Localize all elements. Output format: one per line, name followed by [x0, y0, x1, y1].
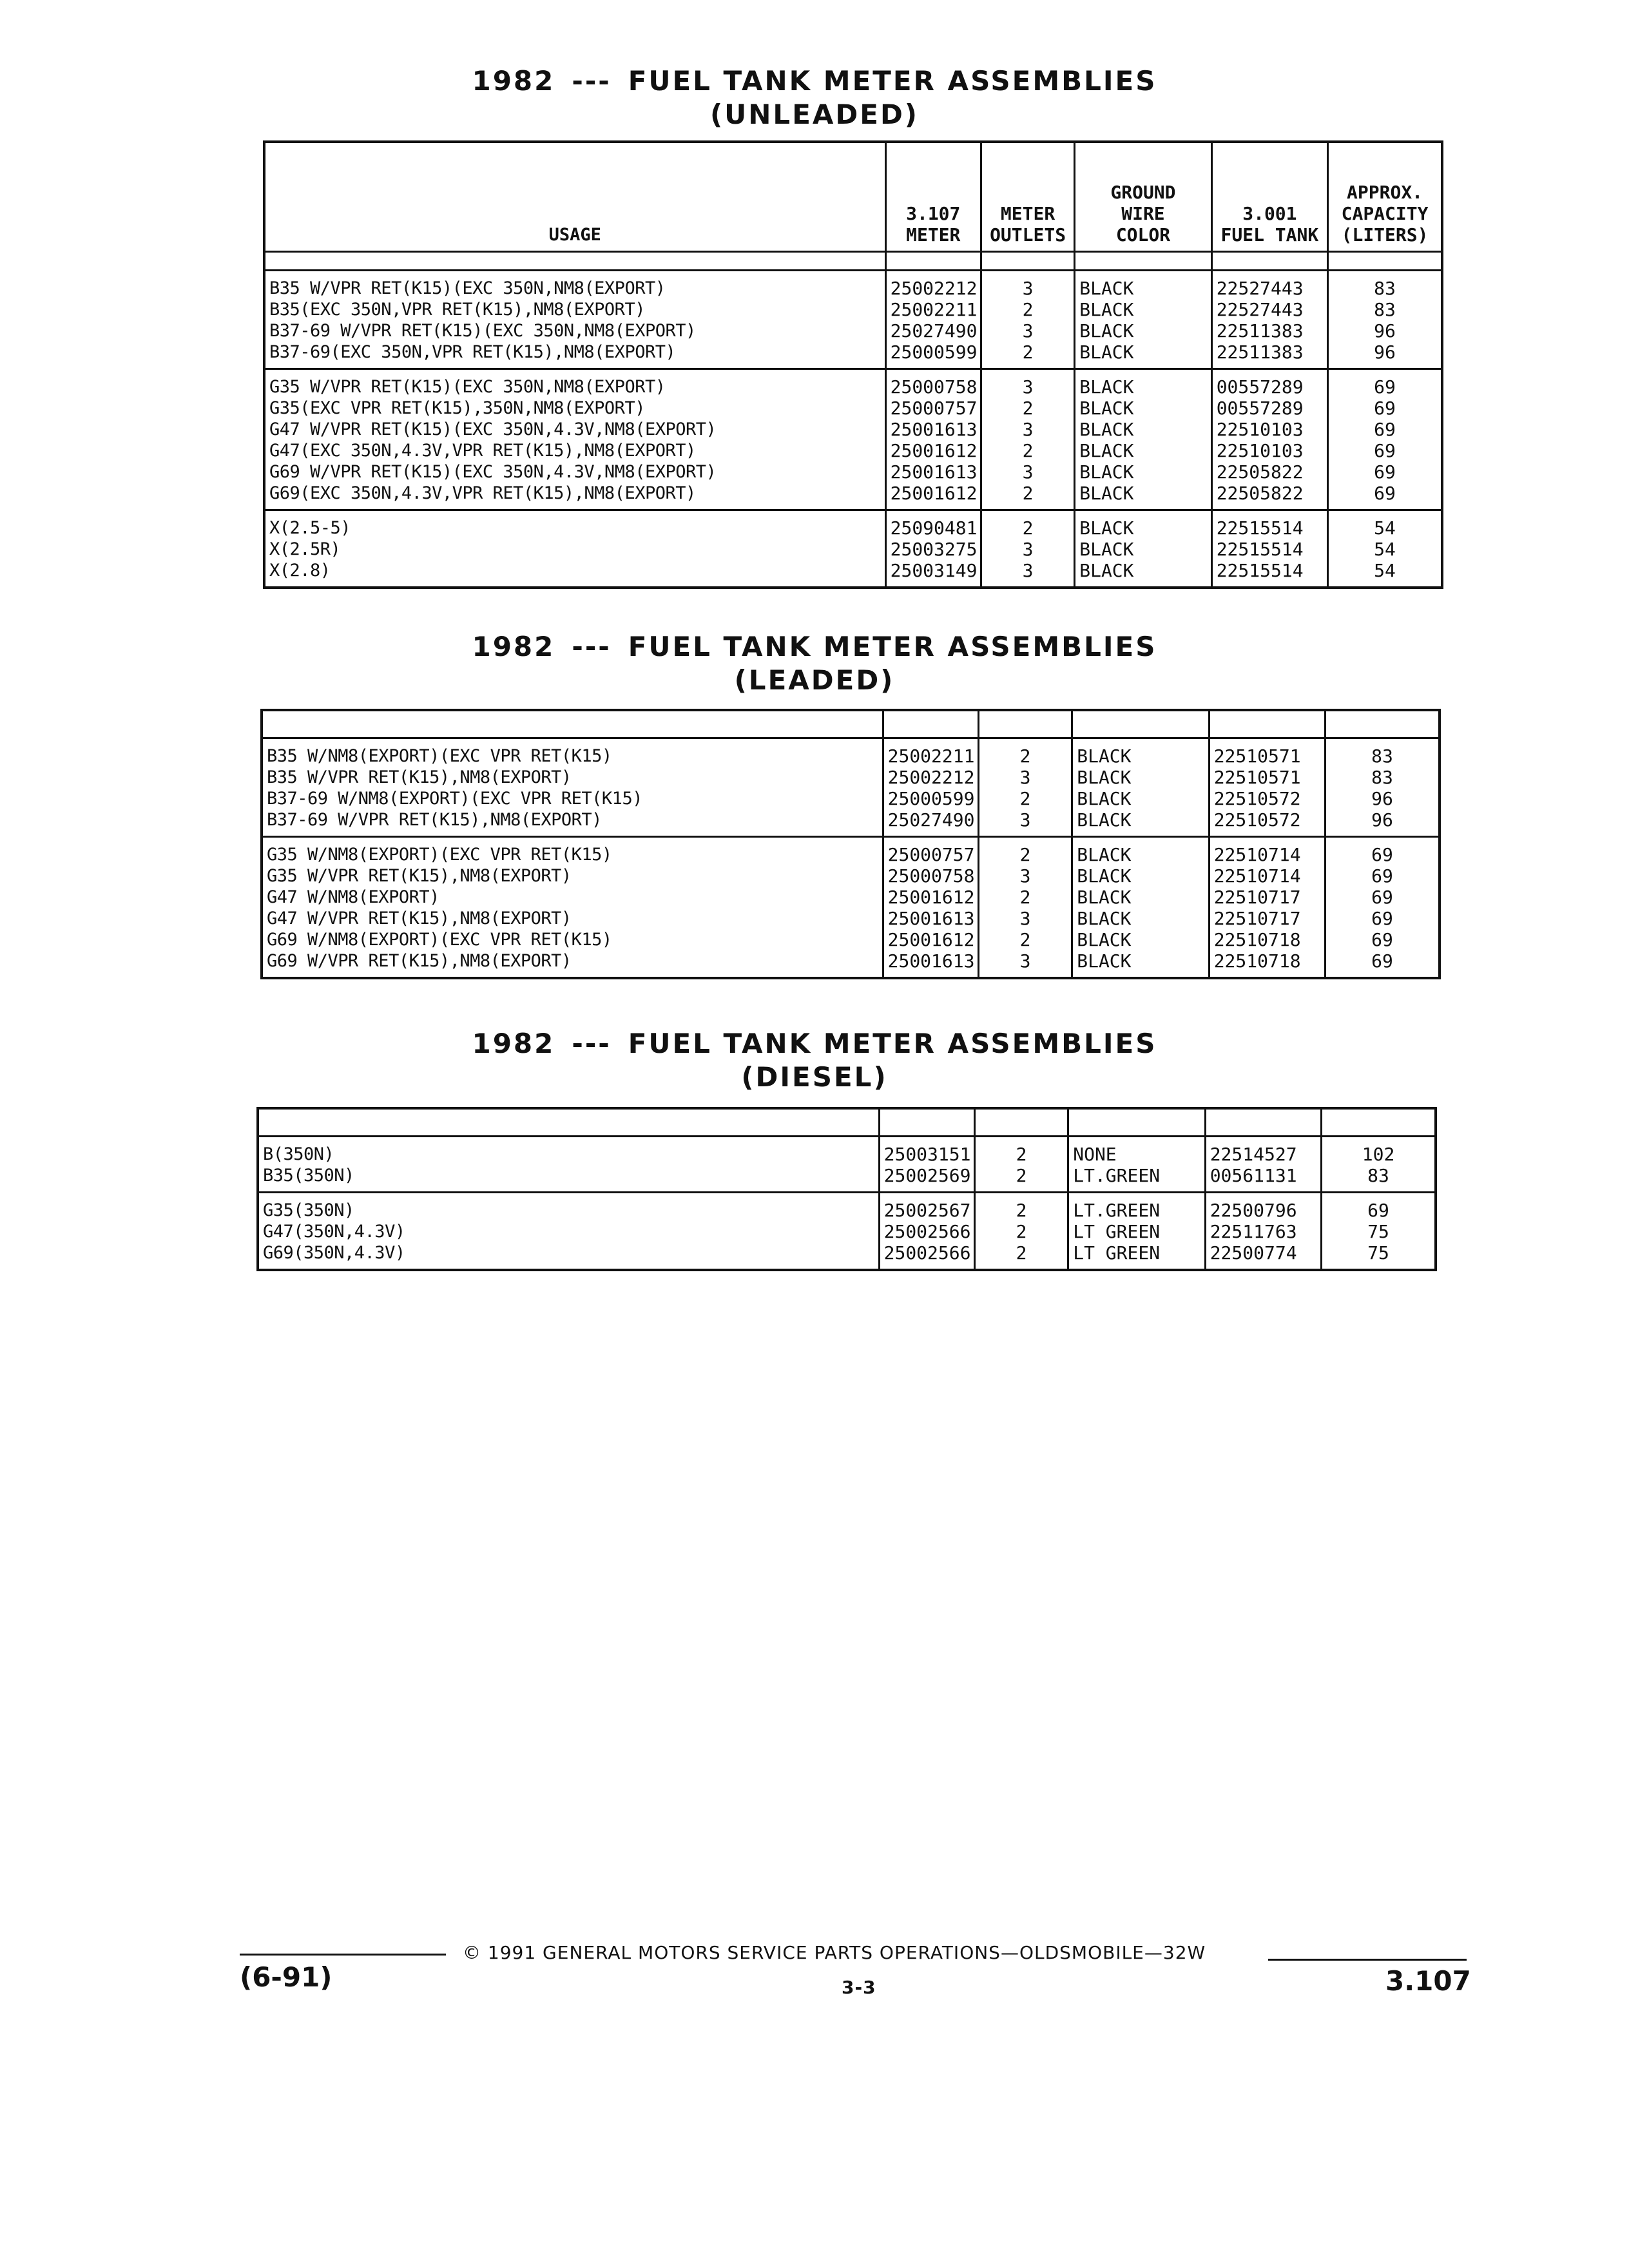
- wire-line: BLACK: [1079, 277, 1134, 299]
- section-title-leaded: [0, 630, 1629, 697]
- wire-color-cell: [1075, 510, 1211, 588]
- wire-line: BLACK: [1079, 538, 1134, 560]
- header-outlets: METER OUTLETS: [981, 142, 1074, 251]
- section-heading: FUEL TANK METER ASSEMBLIES: [628, 65, 1157, 97]
- tank-line: 22527443: [1216, 277, 1304, 299]
- wire-line: LT.GREEN: [1073, 1200, 1161, 1221]
- outlets-line: 3: [1019, 865, 1031, 887]
- wire-line: BLACK: [1077, 788, 1132, 809]
- usage-line: G47(350N,4.3V): [263, 1222, 405, 1242]
- meter-line: 25001613: [887, 950, 975, 972]
- meter-line: 25002211: [890, 298, 978, 320]
- capacity-line: 54: [1374, 538, 1396, 560]
- meter-line: 25000599: [890, 341, 978, 363]
- section-dash: ---: [572, 631, 612, 662]
- wire-line: BLACK: [1077, 865, 1132, 887]
- tank-line: 22510717: [1213, 908, 1301, 929]
- fuel-tank-cell: [1209, 738, 1325, 837]
- meter-line: 25000757: [890, 397, 978, 419]
- outlets-cell: [981, 510, 1074, 588]
- usage-line: B35 W/VPR RET(K15)(EXC 350N,NM8(EXPORT): [269, 278, 666, 298]
- capacity-line: 83: [1371, 745, 1393, 767]
- tank-line: 22511383: [1216, 341, 1304, 363]
- tank-line: 22510103: [1216, 439, 1304, 461]
- outlets-line: 3: [1019, 767, 1031, 788]
- wire-color-cell: [1068, 1137, 1205, 1193]
- usage-cell: [262, 738, 883, 837]
- footer-copyright: © 1991 GENERAL MOTORS SERVICE PARTS OPERATIONS—OLDSMOBILE—32W: [463, 1942, 1206, 1963]
- wire-color-cell: [1072, 837, 1209, 979]
- capacity-line: 69: [1371, 844, 1393, 865]
- tank-line: 22515514: [1216, 559, 1304, 581]
- outlets-line: 2: [1019, 844, 1031, 865]
- usage-line: B35(EXC 350N,VPR RET(K15),NM8(EXPORT): [269, 299, 645, 320]
- usage-cell: [264, 510, 885, 588]
- capacity-cell: [1328, 369, 1442, 510]
- table-row-group: [258, 1193, 1436, 1271]
- outlets-cell: [981, 369, 1074, 510]
- outlets-cell: [974, 1193, 1068, 1271]
- outlets-line: 3: [1019, 908, 1031, 929]
- meter-cell: [879, 1193, 974, 1271]
- meter-line: 25000758: [887, 865, 975, 887]
- meter-cell: [885, 510, 981, 588]
- outlets-line: 2: [1022, 482, 1034, 504]
- wire-line: LT.GREEN: [1073, 1165, 1161, 1186]
- table-row-group: [258, 1137, 1436, 1193]
- outlets-line: 2: [1022, 397, 1034, 419]
- wire-line: BLACK: [1077, 745, 1132, 767]
- wire-color-cell: [1072, 738, 1209, 837]
- tank-line: 22511383: [1216, 320, 1304, 341]
- fuel-tank-cell: [1211, 369, 1327, 510]
- tank-line: 22515514: [1216, 538, 1304, 560]
- tank-line: 00561131: [1210, 1165, 1297, 1186]
- usage-cell: [262, 837, 883, 979]
- section-subtitle: (UNLEADED): [709, 99, 920, 130]
- capacity-cell: [1322, 1193, 1436, 1271]
- outlets-line: 2: [1016, 1242, 1027, 1264]
- section-year: 1982: [472, 631, 555, 662]
- section-heading: FUEL TANK METER ASSEMBLIES: [628, 1028, 1157, 1059]
- wire-line: BLACK: [1079, 461, 1134, 483]
- tank-line: 22515514: [1216, 517, 1304, 539]
- page-footer: [0, 1933, 1629, 2023]
- capacity-line: 96: [1371, 809, 1393, 831]
- wire-line: NONE: [1073, 1144, 1117, 1165]
- wire-line: BLACK: [1079, 439, 1134, 461]
- tank-line: 22510718: [1213, 929, 1301, 950]
- meter-line: 25002212: [890, 277, 978, 299]
- tank-line: 22510718: [1213, 950, 1301, 972]
- wire-line: BLACK: [1079, 559, 1134, 581]
- meter-cell: [879, 1137, 974, 1193]
- meter-line: 25003151: [883, 1144, 971, 1165]
- outlets-line: 2: [1022, 439, 1034, 461]
- table-row-group: [264, 369, 1442, 510]
- section-subtitle: (DIESEL): [741, 1061, 888, 1093]
- section-heading: FUEL TANK METER ASSEMBLIES: [628, 631, 1157, 662]
- usage-line: G47 W/VPR RET(K15),NM8(EXPORT): [267, 908, 572, 928]
- usage-line: G47 W/VPR RET(K15)(EXC 350N,4.3V,NM8(EXPORT): [269, 419, 717, 439]
- header-wire-color: GROUND WIRE COLOR: [1075, 142, 1211, 251]
- tank-line: 22511763: [1210, 1221, 1297, 1242]
- tank-line: 22510714: [1213, 844, 1301, 865]
- capacity-line: 96: [1374, 320, 1396, 341]
- outlets-cell: [978, 837, 1072, 979]
- tank-line: 22514527: [1210, 1144, 1297, 1165]
- capacity-cell: [1322, 1137, 1436, 1193]
- usage-line: B37-69 W/NM8(EXPORT)(EXC VPR RET(K15): [267, 789, 642, 809]
- tank-line: 22500796: [1210, 1200, 1297, 1221]
- meter-line: 25001613: [890, 418, 978, 440]
- capacity-line: 83: [1374, 298, 1396, 320]
- header-usage: USAGE: [264, 142, 885, 251]
- meter-cell: [883, 837, 978, 979]
- header-capacity: APPROX. CAPACITY (LITERS): [1328, 142, 1442, 251]
- capacity-cell: [1328, 270, 1442, 369]
- outlets-line: 2: [1016, 1200, 1027, 1221]
- outlets-line: 2: [1019, 788, 1031, 809]
- meter-line: 25090481: [890, 517, 978, 539]
- capacity-line: 69: [1374, 397, 1396, 419]
- usage-line: X(2.8): [269, 560, 331, 581]
- outlets-line: 2: [1016, 1221, 1027, 1242]
- wire-line: BLACK: [1077, 809, 1132, 831]
- meter-line: 25003149: [890, 559, 978, 581]
- footer-group-number: 3.107: [1385, 1965, 1471, 1997]
- capacity-line: 69: [1371, 950, 1393, 972]
- tank-line: 22510572: [1213, 809, 1301, 831]
- leaded-table: [260, 709, 1441, 979]
- wire-line: BLACK: [1077, 929, 1132, 950]
- meter-line: 25001612: [890, 439, 978, 461]
- section-dash: ---: [572, 65, 612, 97]
- capacity-line: 69: [1371, 887, 1393, 908]
- outlets-line: 2: [1016, 1165, 1027, 1186]
- capacity-line: 75: [1367, 1221, 1389, 1242]
- usage-line: B35 W/NM8(EXPORT)(EXC VPR RET(K15): [267, 746, 612, 766]
- usage-line: B37-69 W/VPR RET(K15),NM8(EXPORT): [267, 810, 602, 830]
- outlets-line: 3: [1022, 559, 1034, 581]
- capacity-line: 102: [1362, 1144, 1395, 1165]
- meter-line: 25027490: [890, 320, 978, 341]
- meter-line: 25001612: [887, 929, 975, 950]
- section-dash: ---: [572, 1028, 612, 1059]
- capacity-cell: [1325, 738, 1440, 837]
- tank-line: 22510571: [1213, 767, 1301, 788]
- outlets-line: 3: [1022, 376, 1034, 398]
- outlets-line: 2: [1019, 745, 1031, 767]
- usage-line: B35 W/VPR RET(K15),NM8(EXPORT): [267, 767, 572, 787]
- capacity-cell: [1325, 837, 1440, 979]
- unleaded-table: [263, 140, 1443, 589]
- usage-line: X(2.5R): [269, 539, 341, 559]
- meter-line: 25000757: [887, 844, 975, 865]
- meter-line: 25000758: [890, 376, 978, 398]
- meter-cell: [885, 270, 981, 369]
- wire-line: BLACK: [1077, 950, 1132, 972]
- usage-line: G35 W/VPR RET(K15),NM8(EXPORT): [267, 866, 572, 886]
- diesel-table: [256, 1107, 1437, 1271]
- usage-line: B37-69(EXC 350N,VPR RET(K15),NM8(EXPORT): [269, 341, 676, 362]
- usage-line: G69 W/VPR RET(K15)(EXC 350N,4.3V,NM8(EXPORT): [269, 461, 717, 482]
- capacity-line: 83: [1374, 277, 1396, 299]
- capacity-line: 69: [1371, 865, 1393, 887]
- capacity-line: 69: [1371, 908, 1393, 929]
- footer-page-number: 3-3: [842, 1977, 876, 1998]
- outlets-line: 2: [1019, 887, 1031, 908]
- header-spacer-row: [258, 1108, 1436, 1137]
- meter-cell: [885, 369, 981, 510]
- capacity-line: 54: [1374, 559, 1396, 581]
- usage-line: G69 W/VPR RET(K15),NM8(EXPORT): [267, 951, 572, 971]
- footer-rule-left: [240, 1954, 446, 1956]
- table-header-row: [264, 142, 1442, 251]
- tank-line: 22510714: [1213, 865, 1301, 887]
- meter-line: 25001612: [887, 887, 975, 908]
- outlets-cell: [974, 1137, 1068, 1193]
- wire-line: LT GREEN: [1073, 1221, 1161, 1242]
- capacity-cell: [1328, 510, 1442, 588]
- outlets-line: 2: [1022, 341, 1034, 363]
- wire-line: BLACK: [1079, 320, 1134, 341]
- meter-line: 25002569: [883, 1165, 971, 1186]
- wire-line: BLACK: [1079, 298, 1134, 320]
- tank-line: 22510571: [1213, 745, 1301, 767]
- usage-line: B(350N): [263, 1144, 334, 1164]
- section-year: 1982: [472, 1028, 555, 1059]
- tank-line: 22505822: [1216, 461, 1304, 483]
- usage-cell: [258, 1137, 879, 1193]
- header-spacer-row: [264, 251, 1442, 270]
- capacity-line: 69: [1367, 1200, 1389, 1221]
- outlets-line: 2: [1022, 298, 1034, 320]
- table-row-group: [262, 837, 1440, 979]
- meter-line: 25001612: [890, 482, 978, 504]
- wire-color-cell: [1075, 270, 1211, 369]
- wire-line: BLACK: [1079, 376, 1134, 398]
- header-spacer-row: [262, 710, 1440, 738]
- wire-color-cell: [1068, 1193, 1205, 1271]
- usage-line: X(2.5-5): [269, 517, 351, 538]
- fuel-tank-cell: [1209, 837, 1325, 979]
- outlets-line: 2: [1016, 1144, 1027, 1165]
- usage-line: G69(EXC 350N,4.3V,VPR RET(K15),NM8(EXPORT): [269, 483, 696, 503]
- outlets-cell: [981, 270, 1074, 369]
- usage-line: G69 W/NM8(EXPORT)(EXC VPR RET(K15): [267, 930, 612, 950]
- usage-cell: [258, 1193, 879, 1271]
- wire-line: BLACK: [1077, 908, 1132, 929]
- wire-line: BLACK: [1077, 767, 1132, 788]
- wire-line: LT GREEN: [1073, 1242, 1161, 1264]
- fuel-tank-cell: [1205, 1193, 1321, 1271]
- tank-line: 22510717: [1213, 887, 1301, 908]
- tank-line: 22510103: [1216, 418, 1304, 440]
- wire-line: BLACK: [1077, 844, 1132, 865]
- usage-line: G47 W/NM8(EXPORT): [267, 887, 439, 907]
- usage-line: B37-69 W/VPR RET(K15)(EXC 350N,NM8(EXPORT): [269, 320, 696, 341]
- header-meter: 3.107 METER: [885, 142, 981, 251]
- outlets-cell: [978, 738, 1072, 837]
- tank-line: 22500774: [1210, 1242, 1297, 1264]
- fuel-tank-cell: [1211, 270, 1327, 369]
- capacity-line: 96: [1374, 341, 1396, 363]
- usage-cell: [264, 369, 885, 510]
- footer-revision: (6-91): [240, 1961, 333, 1993]
- capacity-line: 96: [1371, 788, 1393, 809]
- meter-line: 25002567: [883, 1200, 971, 1221]
- usage-line: G35 W/VPR RET(K15)(EXC 350N,NM8(EXPORT): [269, 376, 666, 397]
- outlets-line: 3: [1019, 809, 1031, 831]
- header-fuel-tank: 3.001 FUEL TANK: [1211, 142, 1327, 251]
- capacity-line: 69: [1374, 376, 1396, 398]
- outlets-line: 3: [1022, 538, 1034, 560]
- wire-line: BLACK: [1079, 341, 1134, 363]
- section-subtitle: (LEADED): [734, 664, 895, 696]
- meter-line: 25000599: [887, 788, 975, 809]
- tank-line: 22510572: [1213, 788, 1301, 809]
- meter-cell: [883, 738, 978, 837]
- capacity-line: 83: [1367, 1165, 1389, 1186]
- usage-line: G47(EXC 350N,4.3V,VPR RET(K15),NM8(EXPORT): [269, 440, 696, 461]
- table-row-group: [262, 738, 1440, 837]
- meter-line: 25002212: [887, 767, 975, 788]
- section-year: 1982: [472, 65, 555, 97]
- meter-line: 25002566: [883, 1242, 971, 1264]
- wire-line: BLACK: [1077, 887, 1132, 908]
- tank-line: 00557289: [1216, 397, 1304, 419]
- usage-line: G35(EXC VPR RET(K15),350N,NM8(EXPORT): [269, 398, 645, 418]
- meter-line: 25002566: [883, 1221, 971, 1242]
- capacity-line: 83: [1371, 767, 1393, 788]
- capacity-line: 69: [1371, 929, 1393, 950]
- wire-line: BLACK: [1079, 418, 1134, 440]
- capacity-line: 69: [1374, 461, 1396, 483]
- table-row-group: [264, 510, 1442, 588]
- section-title-diesel: [0, 1027, 1629, 1094]
- meter-line: 25003275: [890, 538, 978, 560]
- wire-line: BLACK: [1079, 517, 1134, 539]
- outlets-line: 3: [1022, 277, 1034, 299]
- capacity-line: 69: [1374, 418, 1396, 440]
- tank-line: 00557289: [1216, 376, 1304, 398]
- outlets-line: 3: [1022, 418, 1034, 440]
- usage-line: G69(350N,4.3V): [263, 1243, 405, 1263]
- usage-line: B35(350N): [263, 1166, 354, 1186]
- meter-line: 25027490: [887, 809, 975, 831]
- capacity-line: 69: [1374, 439, 1396, 461]
- wire-line: BLACK: [1079, 482, 1134, 504]
- outlets-line: 3: [1022, 461, 1034, 483]
- meter-line: 25002211: [887, 745, 975, 767]
- meter-line: 25001613: [890, 461, 978, 483]
- outlets-line: 2: [1019, 929, 1031, 950]
- usage-line: G35(350N): [263, 1200, 354, 1220]
- meter-line: 25001613: [887, 908, 975, 929]
- wire-line: BLACK: [1079, 397, 1134, 419]
- outlets-line: 2: [1022, 517, 1034, 539]
- fuel-tank-cell: [1211, 510, 1327, 588]
- usage-line: G35 W/NM8(EXPORT)(EXC VPR RET(K15): [267, 845, 612, 865]
- capacity-line: 54: [1374, 517, 1396, 539]
- capacity-line: 75: [1367, 1242, 1389, 1264]
- section-title-unleaded: [0, 64, 1629, 131]
- wire-color-cell: [1075, 369, 1211, 510]
- usage-cell: [264, 270, 885, 369]
- table-row-group: [264, 270, 1442, 369]
- fuel-tank-cell: [1205, 1137, 1321, 1193]
- tank-line: 22527443: [1216, 298, 1304, 320]
- outlets-line: 3: [1022, 320, 1034, 341]
- footer-rule-right: [1268, 1959, 1467, 1961]
- outlets-line: 3: [1019, 950, 1031, 972]
- tank-line: 22505822: [1216, 482, 1304, 504]
- capacity-line: 69: [1374, 482, 1396, 504]
